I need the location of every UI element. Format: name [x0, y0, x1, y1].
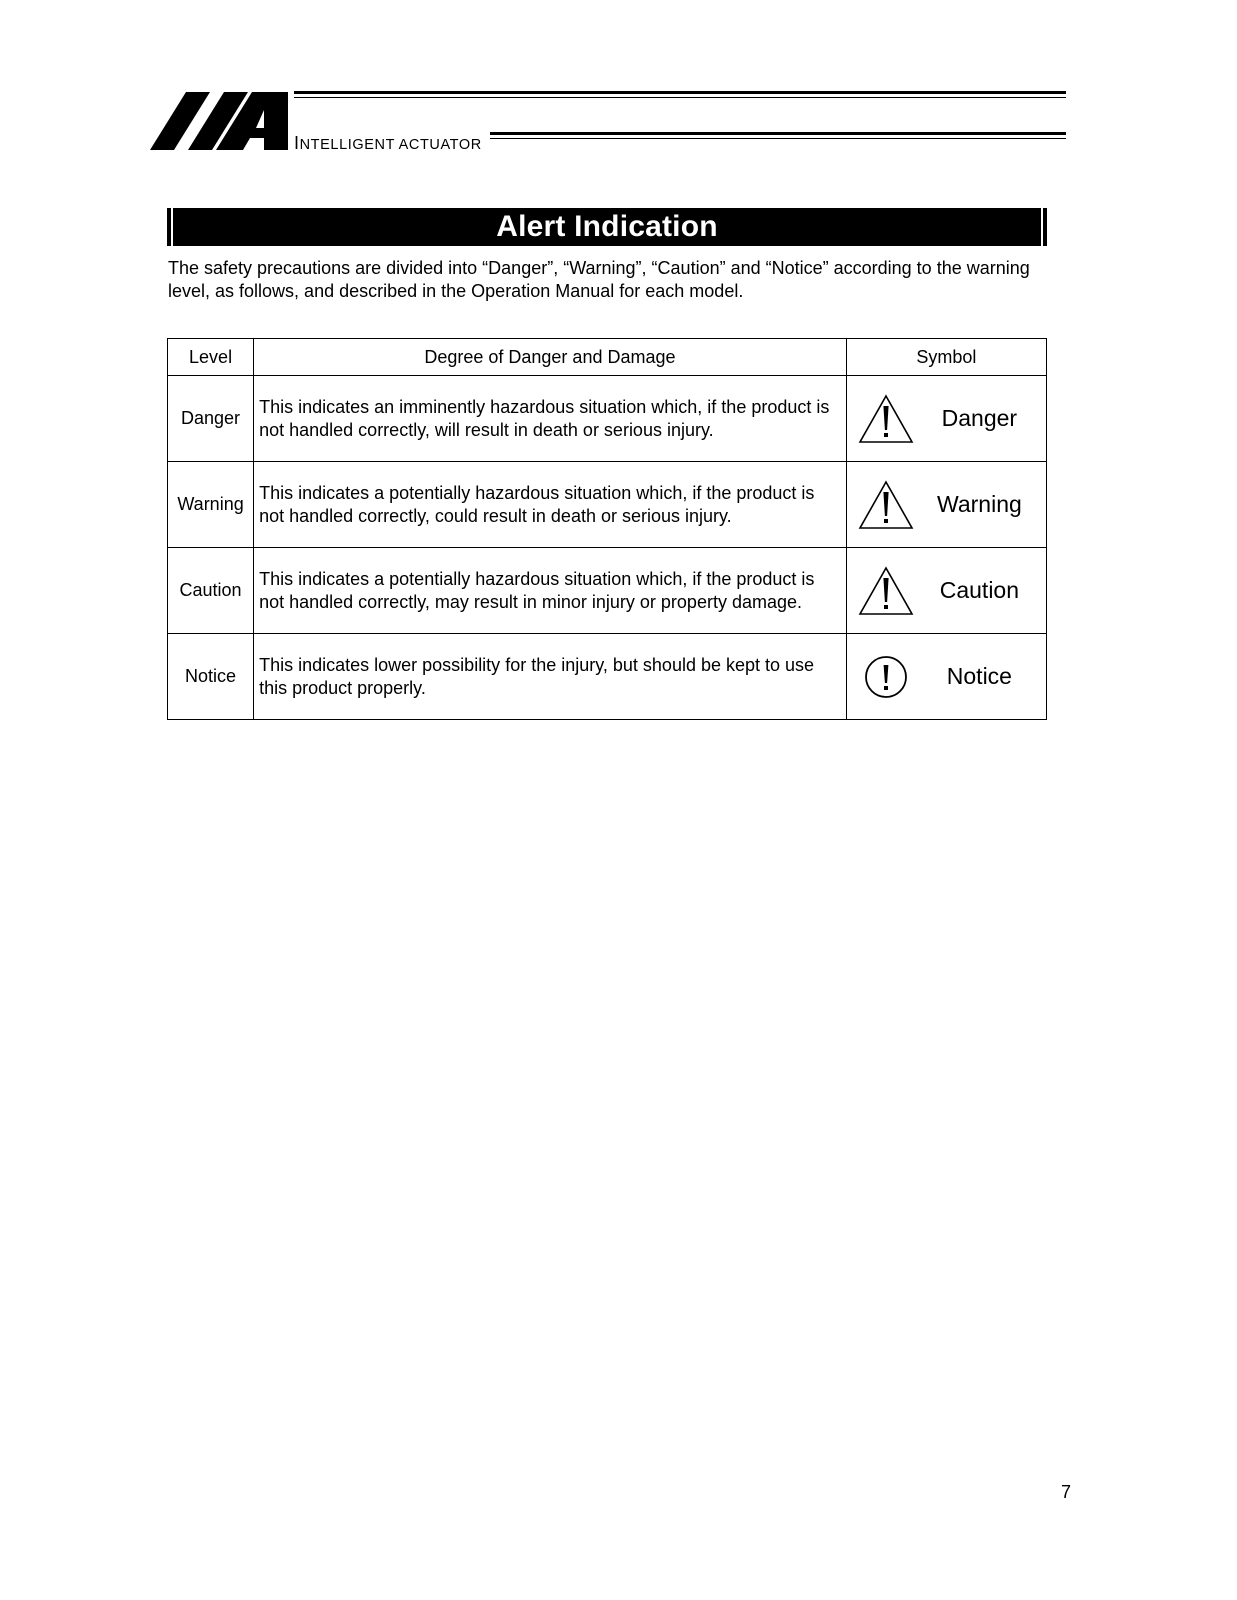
warning-triangle-icon	[857, 479, 915, 531]
header-rule	[294, 91, 1066, 94]
header-level: Level	[168, 339, 254, 376]
page-number: 7	[1060, 1482, 1071, 1502]
brand-initial: I	[294, 133, 300, 153]
page-title: Alert Indication	[496, 210, 718, 243]
exclamation-circle-icon	[857, 651, 915, 703]
symbol-cell	[846, 376, 1046, 462]
symbol-label: Caution	[939, 577, 1020, 603]
alert-level-table	[167, 338, 1047, 720]
header-degree: Degree of Danger and Damage	[254, 339, 847, 376]
table-header-row	[168, 339, 1047, 376]
level-cell: Warning	[168, 462, 254, 548]
brand-rest: NTELLIGENT ACTUATOR	[299, 137, 482, 153]
symbol-label: Danger	[941, 405, 1018, 431]
description-cell: This indicates an imminently hazardous situation which, if the product is not handled correctly, will result in death or serious injury.	[254, 376, 847, 462]
level-cell: Danger	[168, 376, 254, 462]
page-header	[150, 88, 1068, 152]
symbol-cell	[846, 462, 1046, 548]
iai-logo-icon	[150, 92, 292, 150]
table-row	[168, 462, 1047, 548]
section-title-bar	[167, 208, 1047, 246]
level-cell: Notice	[168, 634, 254, 720]
symbol-cell	[846, 634, 1046, 720]
header-rule	[294, 97, 1066, 98]
intro-paragraph: The safety precautions are divided into “Danger”, “Warning”, “Caution” and “Notice” according to the warning level, as follows, and described in the Operation Manual for each model.	[168, 258, 1030, 301]
symbol-label: Notice	[946, 663, 1012, 689]
description-cell: This indicates lower possibility for the injury, but should be kept to use this product properly.	[254, 634, 847, 720]
brand-name	[294, 134, 482, 153]
description-cell: This indicates a potentially hazardous situation which, if the product is not handled correctly, may result in minor injury or property damage.	[254, 548, 847, 634]
header-rule	[490, 138, 1066, 139]
symbol-label: Warning	[936, 491, 1022, 517]
table-row	[168, 548, 1047, 634]
table-row	[168, 634, 1047, 720]
header-rule	[490, 132, 1066, 135]
header-symbol: Symbol	[846, 339, 1046, 376]
level-cell: Caution	[168, 548, 254, 634]
warning-triangle-icon	[857, 565, 915, 617]
symbol-cell	[846, 548, 1046, 634]
warning-triangle-icon	[857, 393, 915, 445]
table-row	[168, 376, 1047, 462]
description-cell: This indicates a potentially hazardous situation which, if the product is not handled correctly, could result in death or serious injury.	[254, 462, 847, 548]
